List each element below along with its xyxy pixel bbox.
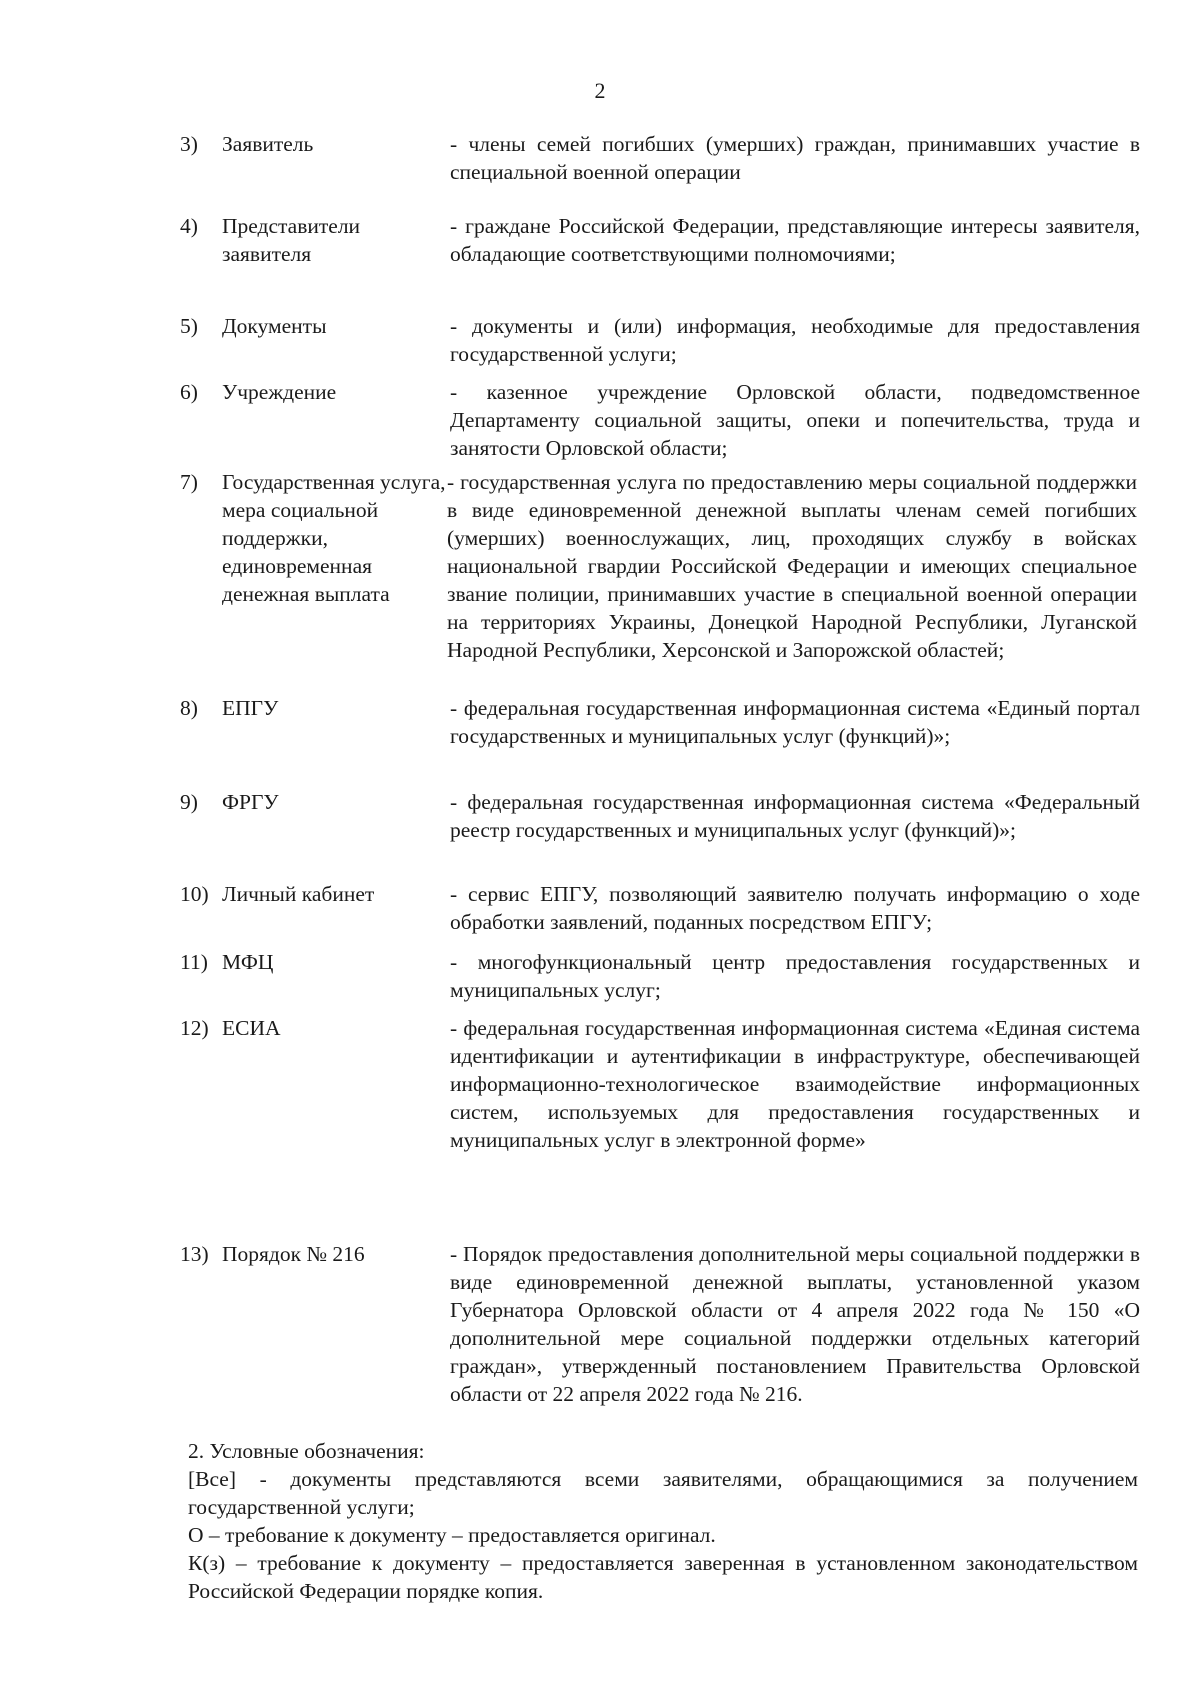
legend-notes — [188, 1437, 1138, 1605]
definition-number: 5) — [180, 314, 198, 338]
definition-term: МФЦ — [222, 950, 274, 974]
definition-row — [180, 1014, 1140, 1154]
definition-text: - Порядок предоставления дополнительной меры социальной поддержки в виде единовременной денежной выплаты, установленной указом Губернатора Орловской области от 4 апреля 2022 года № 150 «О дополнительной мере социальной поддержки отдельных категорий граждан», утвержденный постановлением Правительства Орловской области от 22 апреля 2022 года № 216. — [450, 1242, 1140, 1406]
note-line: О – требование к документу – предоставляется оригинал. — [188, 1523, 716, 1547]
definition-number: 7) — [180, 470, 198, 494]
definition-row — [180, 130, 1140, 186]
definition-number: 13) — [180, 1242, 209, 1266]
definition-term: Учреждение — [222, 380, 337, 404]
page-number: 2 — [594, 78, 606, 103]
definition-text: - граждане Российской Федерации, представляющие интересы заявителя, обладающие соответствующими полномочиями; — [450, 214, 1140, 266]
definition-row — [180, 378, 1140, 462]
definition-text: - государственная услуга по предоставлению меры социальной поддержки в виде единовременной денежной выплаты членам семей погибших (умерших) военнослужащих, лиц, проходящих службу в войсках национальной гвардии Российской Федерации и имеющих специальное звание полиции, принимавших участие в специальной военной операции на территориях Украины, Донецкой Народной Республики, Луганской Народной Республики, Херсонской и Запорожской областей; — [447, 470, 1137, 662]
definition-text: - многофункциональный центр предоставления государственных и муниципальных услуг; — [450, 950, 1140, 1002]
definition-number: 6) — [180, 380, 198, 404]
definition-number: 9) — [180, 790, 198, 814]
definition-term: Порядок № 216 — [222, 1242, 365, 1266]
definition-text: - казенное учреждение Орловской области, подведомственное Департаменту социальной защиты, опеки и попечительства, труда и занятости Орловской области; — [450, 380, 1140, 460]
definition-row — [180, 880, 1140, 936]
definition-row — [180, 948, 1140, 1004]
definition-term: ЕСИА — [222, 1016, 281, 1040]
definition-text: - документы и (или) информация, необходимые для предоставления государственной услуги; — [450, 314, 1140, 366]
definition-row — [180, 468, 1137, 664]
definition-row — [180, 1240, 1140, 1408]
definition-term: ЕПГУ — [222, 696, 279, 720]
definition-text: - сервис ЕПГУ, позволяющий заявителю получать информацию о ходе обработки заявлений, поданных посредством ЕПГУ; — [450, 882, 1140, 934]
definition-text: - федеральная государственная информационная система «Единая система идентификации и аутентификации в инфраструктуре, обеспечивающей информационно-технологическое взаимодействие информационных систем, используемых для предоставления государственных и муниципальных услуг в электронной форме» — [450, 1016, 1140, 1152]
definition-term: Документы — [222, 314, 327, 338]
definition-row — [180, 212, 1140, 268]
definition-text: - члены семей погибших (умерших) граждан, принимавших участие в специальной военной операции — [450, 132, 1140, 184]
notes-heading: 2. Условные обозначения: — [188, 1439, 425, 1463]
definition-number: 11) — [180, 950, 208, 974]
definition-number: 8) — [180, 696, 198, 720]
definition-term: Представители заявителя — [222, 214, 361, 266]
definition-text: - федеральная государственная информационная система «Федеральный реестр государственных и муниципальных услуг (функций)»; — [450, 790, 1140, 842]
definition-row — [180, 788, 1140, 844]
note-line: К(з) – требование к документу – предоставляется заверенная в установленном законодательством Российской Федерации порядке копия. — [188, 1551, 1138, 1603]
definition-term: Личный кабинет — [222, 882, 375, 906]
definition-term: Заявитель — [222, 132, 314, 156]
definition-row — [180, 312, 1140, 368]
definition-number: 10) — [180, 882, 209, 906]
definition-text: - федеральная государственная информационная система «Единый портал государственных и муниципальных услуг (функций)»; — [450, 696, 1140, 748]
definition-number: 4) — [180, 214, 198, 238]
definition-term: ФРГУ — [222, 790, 279, 814]
definition-term: Государственная услуга, мера социальной поддержки, единовременная денежная выплата — [222, 470, 446, 606]
definition-number: 3) — [180, 132, 198, 156]
definition-number: 12) — [180, 1016, 209, 1040]
note-line: [Все] - документы представляются всеми заявителями, обращающимися за получением государственной услуги; — [188, 1467, 1138, 1519]
definition-row — [180, 694, 1140, 750]
